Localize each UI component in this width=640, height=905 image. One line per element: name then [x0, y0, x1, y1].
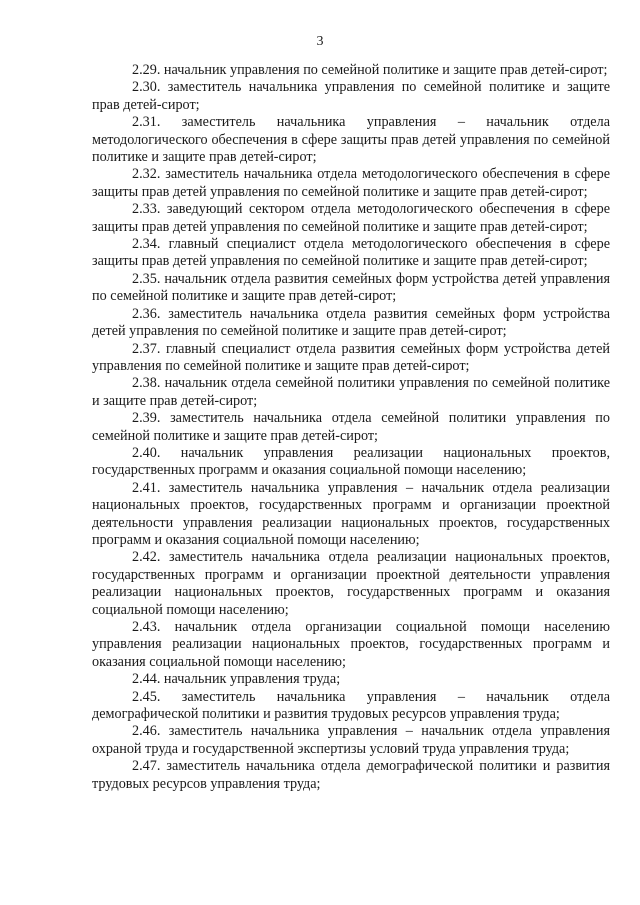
- list-item: 2.44. начальник управления труда;: [132, 671, 341, 688]
- document-body: [92, 62, 610, 793]
- list-item: 2.34. главный специалист отдела методологического обеспечения в сфере защиты прав детей управления по семейной политике и защите прав детей-сирот;: [92, 236, 610, 270]
- list-item: 2.41. заместитель начальника управления – начальник отдела реализации национальных проектов, государственных программ и организации проектной деятельности управления реализации национальных проектов, государственных программ и оказания социальной помощи населению;: [92, 479, 610, 548]
- list-item: 2.33. заведующий сектором отдела методологического обеспечения в сфере защиты прав детей управления по семейной политике и защите прав детей-сирот;: [92, 201, 610, 235]
- list-item: 2.32. заместитель начальника отдела методологического обеспечения в сфере защиты прав детей управления по семейной политике и защите прав детей-сирот;: [92, 166, 610, 200]
- list-item: 2.29. начальник управления по семейной политике и защите прав детей-сирот;: [132, 62, 608, 78]
- list-item: 2.39. заместитель начальника отдела семейной политики управления по семейной политике и защите прав детей-сирот;: [92, 410, 610, 444]
- list-item: 2.36. заместитель начальника отдела развития семейных форм устройства детей управления по семейной политике и защите прав детей-сирот;: [92, 305, 610, 340]
- page-number: 3: [316, 34, 324, 49]
- list-item: 2.40. начальник управления реализации национальных проектов, государственных программ и оказания социальной помощи населению;: [92, 444, 610, 479]
- list-item: 2.43. начальник отдела организации социальной помощи населению управления реализации национальных проектов, государственных программ и оказания социальной помощи населению;: [92, 619, 610, 670]
- list-item: 2.42. заместитель начальника отдела реализации национальных проектов, государственных программ и организации проектной деятельности управления реализации национальных проектов, государственных программ и оказания социальной помощи населению;: [92, 549, 610, 618]
- list-item: 2.31. заместитель начальника управления – начальник отдела методологического обеспечения в сфере защиты прав детей управления по семейной политике и защите прав детей-сирот;: [92, 114, 610, 166]
- list-item: 2.30. заместитель начальника управления по семейной политике и защите прав детей-сирот;: [92, 79, 610, 113]
- list-item: 2.37. главный специалист отдела развития семейных форм устройства детей управления по семейной политике и защите прав детей-сирот;: [92, 340, 610, 374]
- list-item: 2.46. заместитель начальника управления – начальник отдела управления охраной труда и государственной экспертизы условий труда управления труда;: [92, 723, 610, 757]
- list-item: 2.35. начальник отдела развития семейных форм устройства детей управления по семейной политике и защите прав детей-сирот;: [92, 270, 610, 305]
- list-item: 2.47. заместитель начальника отдела демографической политики и развития трудовых ресурсов управления труда;: [92, 758, 610, 792]
- list-item: 2.38. начальник отдела семейной политики управления по семейной политике и защите прав детей-сирот;: [92, 375, 610, 409]
- list-item: 2.45. заместитель начальника управления – начальник отдела демографической политики и развития трудовых ресурсов управления труда;: [92, 688, 610, 723]
